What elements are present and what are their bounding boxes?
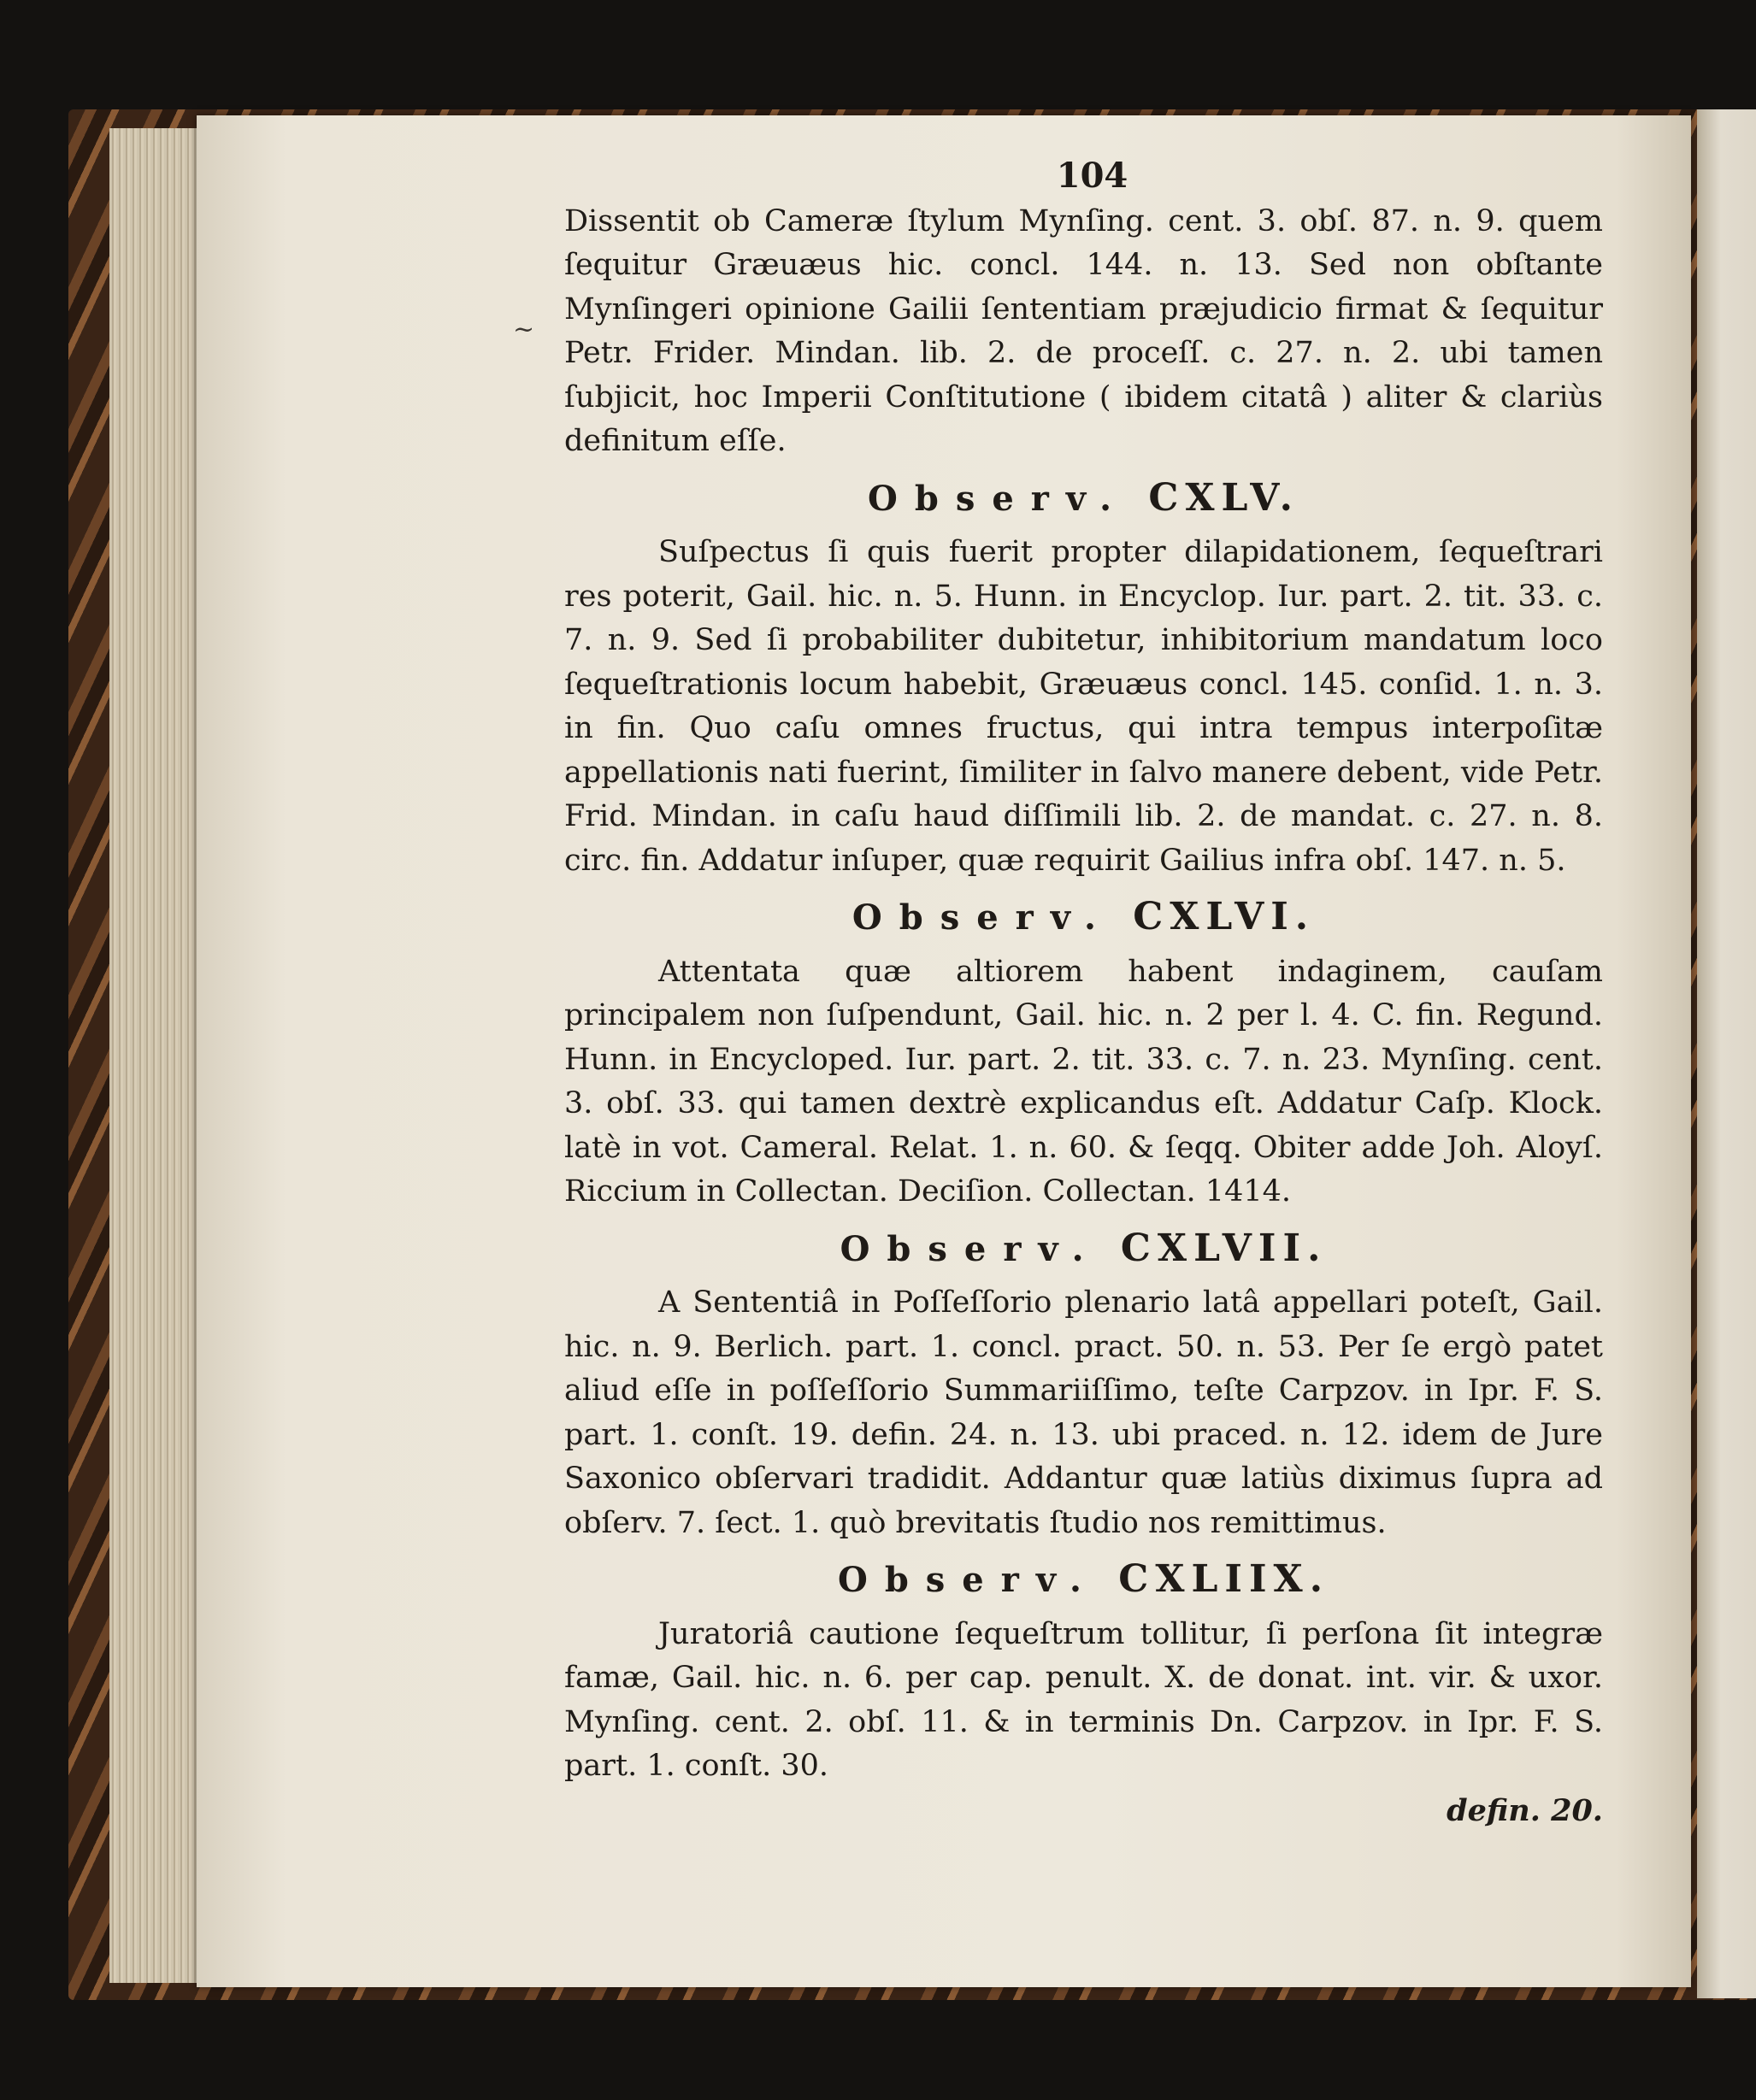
section-heading-148 [564,1557,1603,1603]
heading-label: Observ. [851,897,1113,938]
intro-paragraph: Dissentit ob Cameræ ſtylum Mynſing. cent. 3. obſ. 87. n. 9. quem ſequitur Græuæus hic. concl. 144. n. 13. Sed non obſtante Mynſingeri opinione Gailii ſententiam præjudicio firmat & ſequitur Petr. Frider. Mindan. lib. 2. de proceſſ. c. 27. n. 2. ubi tamen ſubjicit, hoc Imperii Conſtitutione ( ibidem citatâ ) aliter & clariùs definitum eſſe. [564,203,1603,458]
section-heading-147 [564,1226,1603,1272]
margin-mark: ~ [513,315,535,344]
section-heading-146 [564,895,1603,940]
facing-page [1697,109,1756,1998]
section-heading-145 [564,476,1603,521]
section-paragraph-148: Juratoriâ cautione ſequeſtrum tollitur, ſi perſona ſit integræ famæ, Gail. hic. n. 6. per cap. penult. X. de donat. int. vir. & uxor. Mynſing. cent. 2. obſ. 11. & in terminis Dn. Carpzov. in Ipr. F. S. part. 1. conſt. 30. [564,1616,1603,1783]
section-paragraph-146: Attentata quæ altiorem habent indaginem, cauſam principalem non ſuſpendunt, Gail. hic. n. 2 per l. 4. C. fin. Regund. Hunn. in Encycloped. Iur. part. 2. tit. 33. c. 7. n. 23. Mynſing. cent. 3. obſ. 33. qui tamen dextrè explicandus eſt. Addatur Caſp. Klock. latè in vot. Cameral. Relat. 1. n. 60. & ſeqq. Obiter adde Joh. Aloyſ. Riccium in Collectan. Deciſion. Collectan. 1414. [564,954,1603,1209]
page-number: 104 [1056,156,1128,196]
section-paragraph-145: Suſpectus ſi quis fuerit propter dilapidationem, ſequeſtrari res poterit, Gail. hic. n. 5. Hunn. in Encyclop. Iur. part. 2. tit. 33. c. 7. n. 9. Sed ſi probabiliter dubitetur, inhibitorium mandatum loco ſequeſtrationis locum habebit, Græuæus concl. 145. conſid. 1. n. 3. in fin. Quo caſu omnes fructus, qui intra tempus interpoſitæ appellationis nati fuerint, ſimiliter in ſalvo manere debent, vide Petr. Frid. Mindan. in caſu haud diſſimili lib. 2. de mandat. c. 27. n. 8. circ. fin. Addatur inſuper, quæ requirit Gailius infra obſ. 147. n. 5. [564,535,1603,878]
heading-number: CXLVII. [1120,1226,1328,1270]
heading-number: CXLVI. [1133,895,1316,938]
page-text [564,154,1603,1832]
section-paragraph-147: A Sententiâ in Poſſeſſorio plenario latâ appellari poteſt, Gail. hic. n. 9. Berlich. part. 1. concl. pract. 50. n. 53. Per ſe ergò patet aliud eſſe in poſſeſſorio Summariiſſimo, teſte Carpzov. in Ipr. F. S. part. 1. conſt. 19. defin. 24. n. 13. ubi praced. n. 12. idem de Jure Saxonico obſervari tradidit. Addantur quæ latiùs diximus ſupra ad obſerv. 7. ſect. 1. quò brevitatis ſtudio nos remittimus. [564,1285,1603,1540]
heading-label: Observ. [840,1228,1101,1269]
closing-reference: defin. 20. [1447,1792,1603,1828]
heading-label: Observ. [837,1560,1099,1600]
heading-number: CXLV. [1148,475,1299,520]
heading-label: Observ. [868,478,1129,519]
heading-number: CXLIIX. [1118,1557,1330,1601]
